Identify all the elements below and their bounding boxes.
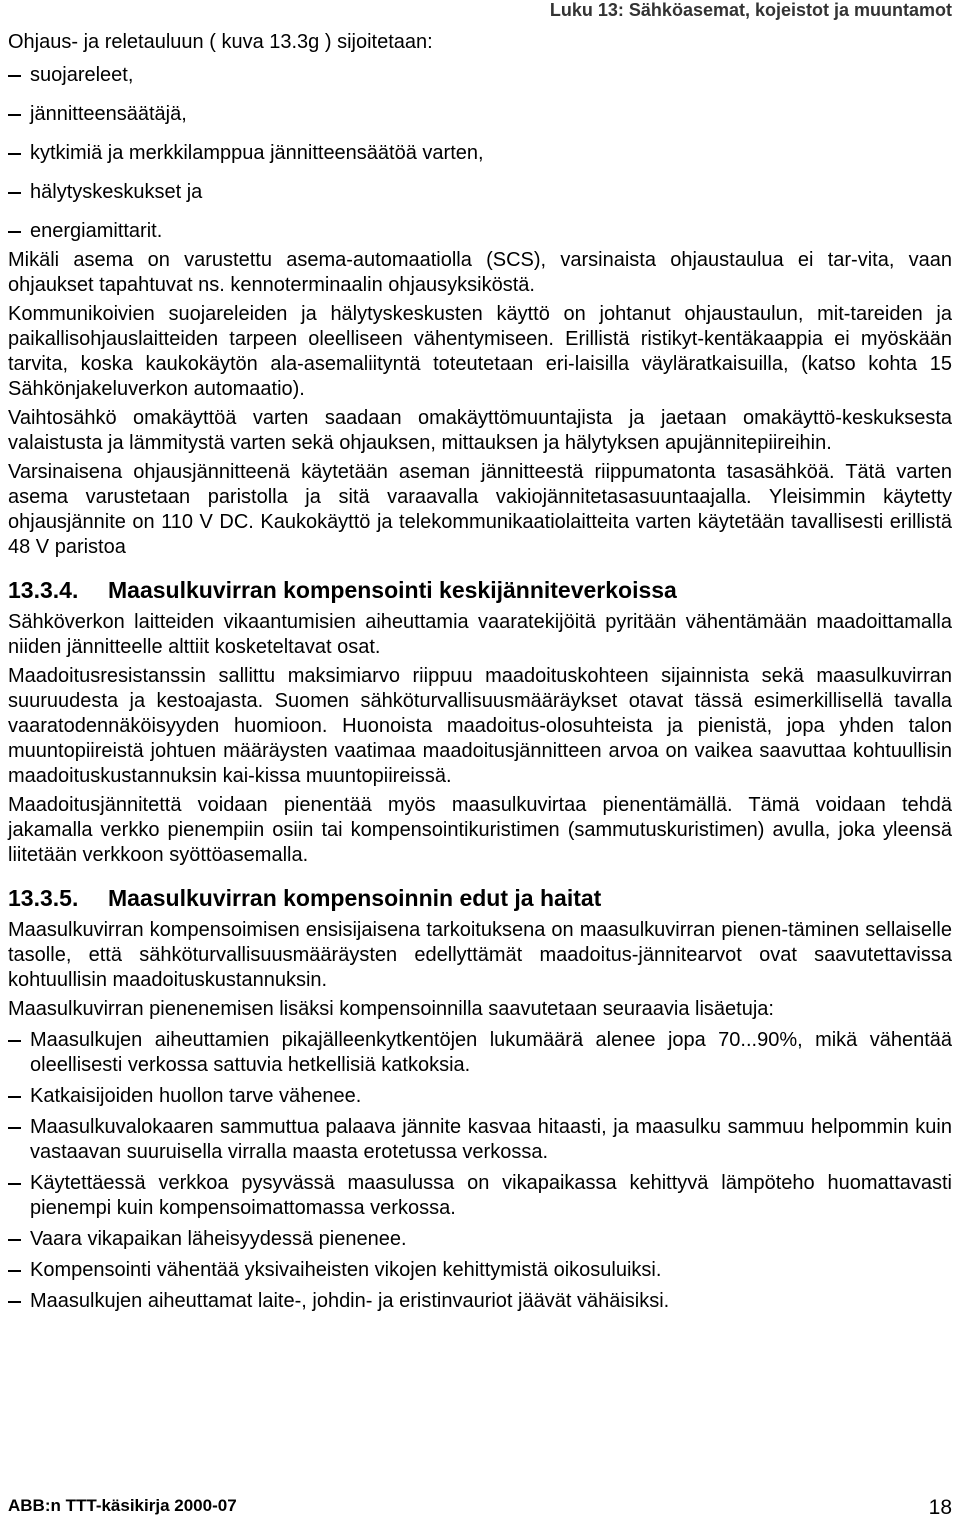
section-heading	[8, 884, 952, 912]
section-heading	[8, 576, 952, 604]
list-item: Vaara vikapaikan läheisyydessä pienenee.	[8, 1227, 952, 1252]
section-title: Maasulkuvirran kompensoinnin edut ja haitat	[108, 885, 602, 911]
paragraph: Varsinaisena ohjausjännitteenä käytetään aseman jännitteestä riippumatonta tasasähköä. Tätä varten asema varustetaan paristolla ja sitä varaavalla vakiojännitetasasuuntaajalla. Yleisimmin käytetty ohjausjännite on 110 V DC. Kaukokäyttö ja telekommunikaatiolaitteita varten käytetään tavallisesti erillistä 48 V paristoa	[8, 461, 952, 558]
list-item: hälytyskeskukset ja	[8, 180, 952, 205]
list-item: suojareleet,	[8, 63, 952, 88]
list-item: Maasulkuvalokaaren sammuttua palaava jännite kasvaa hitaasti, ja maasulku sammuu helpommin kuin vastaavan suuruisella virralla maasta erotetussa verkossa.	[8, 1115, 952, 1165]
running-header: Luku 13: Sähköasemat, kojeistot ja muuntamot	[549, 0, 952, 20]
list-item: Käytettäessä verkkoa pysyvässä maasulussa on vikapaikassa kehittyvä lämpöteho huomattavasti pienempi kuin kompensoimattomassa verkossa.	[8, 1171, 952, 1221]
footer-source: ABB:n TTT-käsikirja 2000-07	[8, 1496, 237, 1515]
list-item: Maasulkujen aiheuttamien pikajälleenkytkentöjen lukumäärä alenee jopa 70...90%, mikä vähentää oleellisesti verkossa sattuvia hetkellisiä katkoksia.	[8, 1028, 952, 1078]
section-title: Maasulkuvirran kompensointi keskijänniteverkoissa	[108, 577, 677, 603]
paragraph: Vaihtosähkö omakäyttöä varten saadaan omakäyttömuuntajista ja jaetaan omakäyttö-keskuksesta valaistusta ja lämmitystä varten sekä ohjauksen, mittauksen ja hälytyksen apujännitepiireihin.	[8, 407, 952, 454]
paragraph: Maadoitusjännitettä voidaan pienentää myös maasulkuvirtaa pienentämällä. Tämä voidaan tehdä jakamalla verkko pienempiin osiin tai kompensointikuristimen (sammutuskuristimen) avulla, joka yleensä liitetään verkkoon syöttöasemalla.	[8, 794, 952, 866]
page-body	[8, 30, 952, 1320]
list-item: energiamittarit.	[8, 219, 952, 244]
list-item: Kompensointi vähentää yksivaiheisten vikojen kehittymistä oikosuluiksi.	[8, 1258, 952, 1283]
paragraph: Maasulkuvirran kompensoimisen ensisijaisena tarkoituksena on maasulkuvirran pienen-täminen sellaiselle tasolle, että sähköturvallisuusmääräysten edellyttämät maadoitus-jännitearvot ovat saavutettavissa kohtuullisin maadoituskustannuksin.	[8, 919, 952, 991]
page-number: 18	[928, 1496, 952, 1519]
list-item: Katkaisijoiden huollon tarve vähenee.	[8, 1084, 952, 1109]
list-item: Maasulkujen aiheuttamat laite-, johdin- ja eristinvauriot jäävät vähäisiksi.	[8, 1289, 952, 1314]
paragraph: Maasulkuvirran pienenemisen lisäksi kompensoinnilla saavutetaan seuraavia lisäetuja:	[8, 998, 774, 1020]
paragraph: Mikäli asema on varustettu asema-automaatiolla (SCS), varsinaista ohjaustaulua ei tar-vita, vaan ohjaukset tapahtuvat ns. kennoterminaalin ohjausyksiköstä.	[8, 249, 952, 296]
section-number: 13.3.4.	[8, 577, 79, 603]
list-item: kytkimiä ja merkkilamppua jännitteensäätöä varten,	[8, 141, 952, 166]
paragraph: Maadoitusresistanssin sallittu maksimiarvo riippuu maadoituskohteen sijainnista sekä maasulkuvirran suuruudesta ja kestoajasta. Suomen sähköturvallisuusmääräykset otavat tässä esimerkillisellä tavalla vaaratodennäköisyyden huomioon. Huonoista maadoitus-olosuhteista ja pienistä, jopa yhden talon muuntopiireistä johtuen määräysten vaatimaa maadoitusjännitteen arvoa on vaikea saavuttaa kohtuullisin maadoituskustannuksin kai-kissa muuntopiireissä.	[8, 665, 952, 787]
equipment-list	[8, 63, 952, 244]
section-number: 13.3.5.	[8, 885, 79, 911]
paragraph: Kommunikoivien suojareleiden ja hälytyskeskusten käyttö on johtanut ohjaustaulun, mit-tareiden ja paikallisohjauslaitteiden tarpeen oleelliseen vähentymiseen. Erillistä ristikyt-kentäkaappia ei myöskään tarvita, koska kaukokäytön ala-asemaliityntä toteutetaan eri-laisilla väyläratkaisuilla, (katso kohta 15 Sähkönjakeluverkon automaatio).	[8, 303, 952, 400]
benefits-list	[8, 1028, 952, 1314]
paragraph: Sähköverkon laitteiden vikaantumisien aiheuttamia vaaratekijöitä pyritään vähentämään maadoittamalla niiden jännitteelle alttiit kosketeltavat osat.	[8, 611, 952, 658]
list-item: jännitteensäätäjä,	[8, 102, 952, 127]
intro-text: Ohjaus- ja reletauluun ( kuva 13.3g ) sijoitetaan:	[8, 31, 433, 53]
